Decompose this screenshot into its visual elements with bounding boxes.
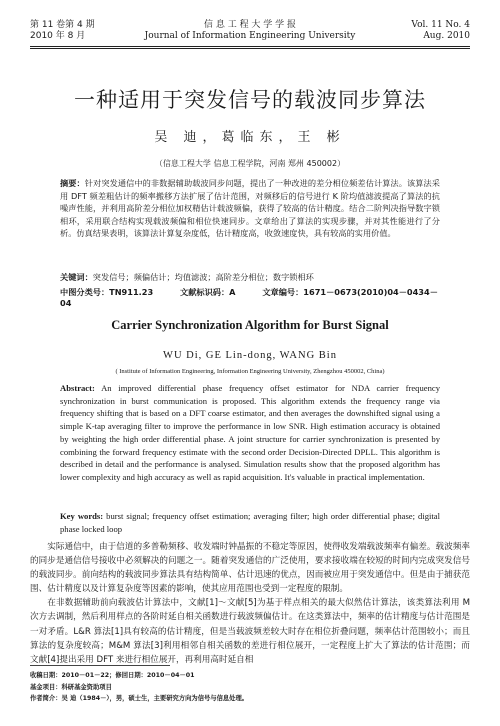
footnote-rule	[30, 665, 170, 666]
body-paragraph: 实际通信中，由于信道的多普勒频移、收发端时钟晶振的不稳定等原因，使得收发端载波频率有偏差。载波频率的同步是通信信号接收中必须解决的问题之一。随着突发通信的广泛使用，要求接收端在较短的时间内完成突发信号的载波同步。前向结构的载波同步算法具有结构简单、估计迅速的优点，因而被应用于突发通信中。但是由于捕获范围、估计精度以及计算复杂度等因素的影响，使其应用范围也受到一定程度的限制。	[30, 542, 470, 595]
paper-authors: 吴 迪，葛临东，王 彬	[154, 130, 346, 145]
abstract-en-text: An improved differential phase frequency offset estimator for NDA carrier frequency synchronization in burst communication is proposed. This algorithm extends the frequency range via frequency shifting that is based on a DFT coarse estimator, and then averages the downshifted signal using a simple K-tap averaging filter to improve the performance in low SNR. High estimation accuracy is obtained by weighting the high order differential phase. A joint structure for carrier synchronization is presented by combining the forward frequency estimate with the second order Decision-Directed DPLL. This algorithm is described in detail and the performance is analysed. Simulation results show that the proposed algorithm has lower complexity and high accuracy as well as rapid acquisition. It's valuable in practical implementation.	[60, 383, 440, 482]
body-paragraph: 在非数据辅助前向载波估计算法中，文献[1]～文献[5]为基于样点相关的最大似然估计算法，该类算法利用 M 次方去调制，然后利用样点的各阶时延自相关函数进行载波频偏估计。在这类算法中，频率的估计精度与估计范围是一对矛盾。L&R 算法[1]具有较高的估计精度，但是当载波频差较大时存在相位折叠问题，频率估计范围较小；而且算法的复杂度较高；M&M 算法[3]利用相邻自相关函数的差进行相位展开，一定程度上扩大了算法的估计范围；而文献[4]提出采用 DFT 来进行相位展开，再利用高时延自相	[30, 598, 470, 665]
abstract-cn-label: 摘要：	[60, 178, 85, 188]
paper-affiliation-en: ( Institute of Information Engineering, Information Engineering University, Zhengzhou 450002, China)	[115, 368, 385, 375]
paper-affiliation: （信息工程大学 信息工程学院，河南 郑州 450002）	[154, 159, 346, 168]
keywords-cn-text: 突发信号；频偏估计；均值滤波；高阶差分相位；数字锁相环	[92, 272, 314, 282]
header-rule-thin	[30, 48, 470, 49]
header-issue	[411, 20, 470, 42]
body-text	[30, 540, 470, 667]
keywords-en-label: Key words:	[60, 511, 104, 521]
header-date-cn: 2010 年 8 月	[30, 31, 86, 41]
footnote-received-date: 收稿日期：2010－01－22；修回日期：2010－04－01	[30, 672, 195, 679]
article-number: 文章编号：1671－0673(2010)04－0434－04	[60, 287, 438, 308]
paper-authors-en: WU Di, GE Lin-dong, WANG Bin	[163, 350, 337, 361]
keywords-en-text: burst signal; frequency offset estimation; averaging filter; high order differential phase; digital phase locked loop	[60, 511, 440, 534]
clc-number: 中图分类号：TN911.23	[60, 287, 154, 297]
running-header	[30, 20, 470, 56]
classification-codes	[60, 287, 440, 308]
paper-title: 一种适用于突发信号的载波同步算法	[74, 88, 426, 112]
document-code: 文献标识码：A	[180, 287, 236, 297]
abstract-cn	[60, 177, 440, 240]
abstract-cn-text: 针对突发通信中的非数据辅助载波同步问题，提出了一种改进的差分相位频差估计算法。该算法采用 DFT 频差粗估计的频率搬移方法扩展了估计范围，对频移后的信号进行 K 阶均值滤波提高了算法的抗噪声性能，并利用高阶差分相位加权精估计载波频偏，获得了较高的估计精度。结合二阶判决指导数字锁相环，采用联合结构实现载波频偏和相位快速同步。文章给出了算法的实现步骤，并对其性能进行了分析。仿真结果表明，该算法计算复杂度低，估计精度高，收敛速度快，具有较高的实用价值。	[60, 178, 440, 238]
keywords-en	[60, 510, 440, 535]
header-rule	[30, 46, 470, 47]
journal-name-cn: 信 息 工 程 大 学 学 报	[203, 20, 297, 30]
abstract-en-label: Abstract:	[60, 383, 95, 393]
footnotes	[30, 670, 470, 705]
header-vol-no: Vol. 11 No. 4	[411, 20, 470, 30]
journal-name-en: Journal of Information Engineering University	[144, 31, 356, 41]
footnote-author-bio: 作者简介：吴 迪（1984－），男，硕士生，主要研究方向为信号与信息处理。	[30, 695, 249, 702]
paper-title-en: Carrier Synchronization Algorithm for Burst Signal	[111, 318, 389, 332]
keywords-cn	[60, 271, 440, 284]
abstract-en	[60, 382, 440, 484]
keywords-cn-label: 关键词：	[60, 272, 93, 282]
header-date-en: Aug. 2010	[423, 31, 470, 41]
header-journal	[30, 20, 470, 42]
header-volume-issue: 第 11 卷第 4 期	[30, 20, 95, 30]
footnote-funding: 基金项目：科研基金资助项目	[30, 683, 112, 691]
